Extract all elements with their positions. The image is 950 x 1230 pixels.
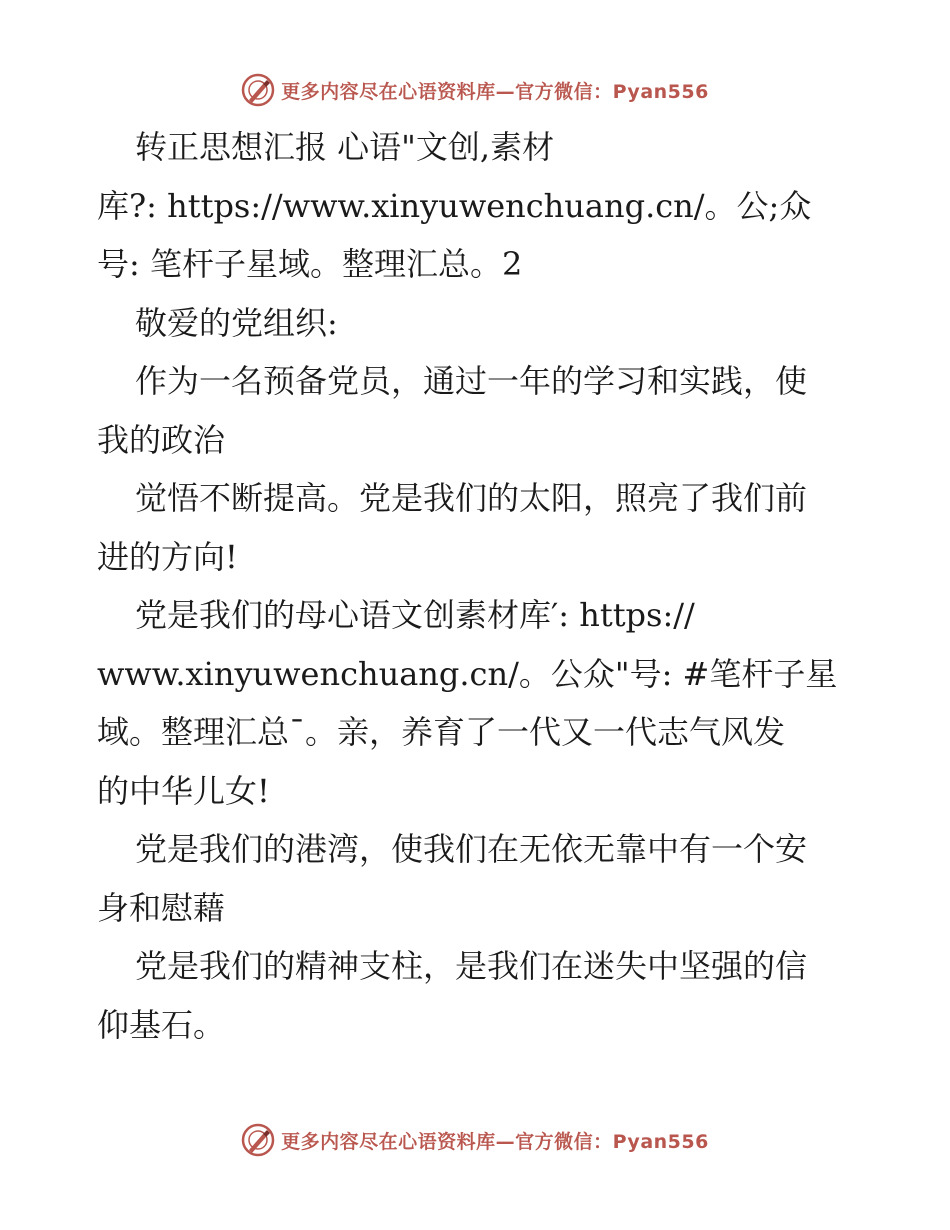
pen-logo-icon <box>241 1123 275 1157</box>
text-line: 进的方向! <box>97 537 238 576</box>
text-line: 仰基石。 <box>97 1005 226 1044</box>
text-line: 作为一名预备党员，通过一年的学习和实践，使 <box>135 362 808 400</box>
text-line: 党是我们的精神支柱，是我们在迷失中坚强的信 <box>135 947 808 985</box>
text-line: 号: 笔杆子星域。整理汇总。2 <box>97 245 523 283</box>
header-banner <box>0 70 950 110</box>
text-line: www.xinyuwenchuang.cn/。公众"号: #笔杆子星 <box>97 654 838 693</box>
header-banner-text: 更多内容尽在心语资料库—官方微信：Pyan556 <box>281 80 709 103</box>
pen-logo-icon <box>241 73 275 107</box>
text-line: 域。整理汇总¯。亲，养育了一代又一代志气风发 <box>97 713 786 751</box>
text-line: 库?: https://www.xinyuwenchuang.cn/。公;众 <box>97 186 812 225</box>
text-line: 党是我们的港湾，使我们在无依无靠中有一个安 <box>135 830 808 868</box>
text-line: 觉悟不断提高。党是我们的太阳，照亮了我们前 <box>135 479 808 517</box>
text-line: 的中华儿女! <box>97 771 270 810</box>
footer-banner-text: 更多内容尽在心语资料库—官方微信：Pyan556 <box>281 1130 709 1153</box>
footer-banner <box>0 1120 950 1160</box>
document-body <box>97 118 867 1054</box>
text-line: 我的政治 <box>97 420 226 459</box>
salutation: 敬爱的党组织: <box>135 303 338 342</box>
text-line: 党是我们的母心语文创素材库′: https:// <box>135 596 695 634</box>
text-line: 身和慰藉 <box>97 888 226 927</box>
text-line: 转正思想汇报 心语"文创,素材 <box>135 128 555 166</box>
